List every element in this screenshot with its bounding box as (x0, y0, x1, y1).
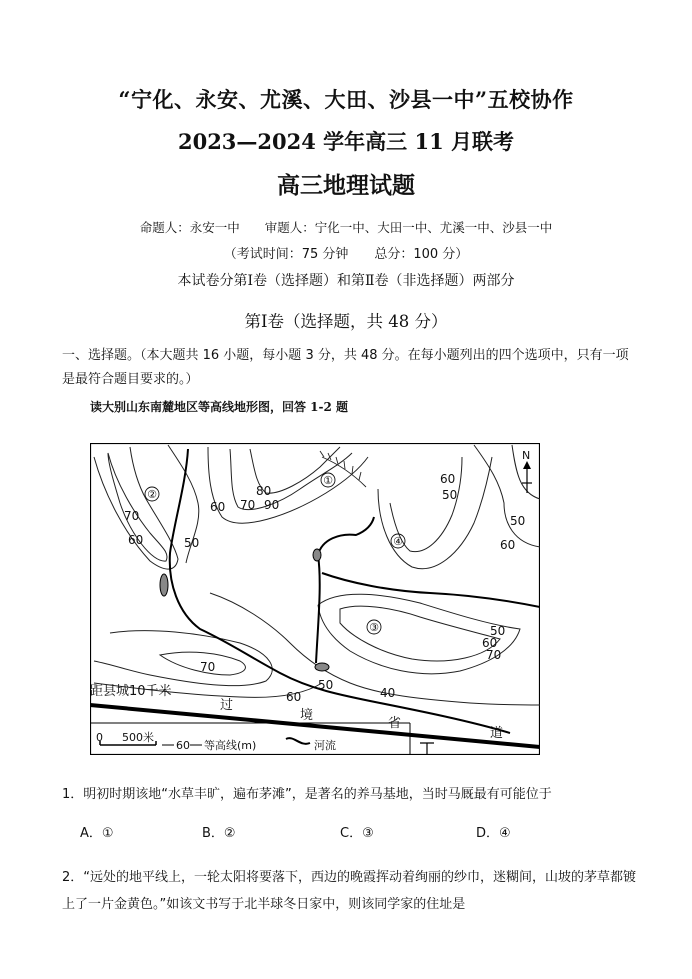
contour-label: 60 (128, 533, 144, 547)
contour-label: 50 (184, 536, 200, 550)
exam-title-year: 2023—2024 学年高三 11 月联考 (177, 129, 515, 154)
contour-label: 60 (210, 500, 226, 514)
road-label: 境 (300, 708, 314, 723)
exam-time-score: （考试时间：75 分钟 总分：100 分） (223, 247, 469, 262)
contour-label: 60 (440, 472, 456, 486)
contour-label: 60 (500, 538, 516, 552)
question-2-stem: 2．“远处的地平线上，一轮太阳将要落下，西边的晚霞挥动着绚丽的纱巾，迷糊间，山坡的茅草都镀上了一片金黄色。”如该文书写于北半球冬日家中，则该同学家的住址是 (62, 870, 637, 912)
option-b[interactable]: B．② (202, 826, 236, 841)
contour-label: 60 (286, 690, 302, 704)
contour-label: 50 (490, 624, 506, 638)
site-label-1: ① (323, 474, 333, 487)
exam-authors: 命题人：永安一中 审题人：宁化一中、大田一中、尤溪一中、沙县一中 (139, 220, 553, 235)
contour-label: 80 (256, 484, 272, 498)
contour-label: 40 (380, 686, 396, 700)
contour-label: 70 (240, 498, 256, 512)
pond (160, 574, 168, 596)
option-d[interactable]: D．④ (476, 826, 511, 841)
contour-map (90, 443, 540, 755)
exam-title-subject: 高三地理试题 (277, 172, 415, 199)
exam-parts: 本试卷分第Ⅰ卷（选择题）和第Ⅱ卷（非选择题）两部分 (177, 273, 515, 289)
contour-label: 70 (124, 509, 140, 523)
contour-label: 50 (442, 488, 458, 502)
distance-label: 距县城10千米 (90, 684, 172, 699)
question-1-stem: 1．明初时期该地“水草丰旷，遍布茅滩”，是著名的养马基地，当时马厩最有可能位于 (62, 787, 552, 802)
section-instruction: 一、选择题。（本大题共 16 小题，每小题 3 分，共 48 分。在每小题列出的四个选项中，只有一项是最符合题目要求的。） (62, 348, 629, 387)
contour-label: 90 (264, 498, 280, 512)
legend-contour-value: 60 (176, 739, 190, 752)
road-label: 过 (220, 698, 234, 713)
legend-contour-label: 等高线(m) (204, 739, 257, 752)
section-title: 第Ⅰ卷（选择题，共 48 分） (244, 312, 448, 331)
scale-zero-label: 0 (96, 731, 103, 744)
option-a[interactable]: A．① (80, 826, 114, 841)
exam-title-schools: “宁化、永安、尤溪、大田、沙县一中”五校协作 (118, 87, 574, 112)
option-c[interactable]: C．③ (340, 826, 374, 841)
contour-label: 70 (200, 660, 216, 674)
legend-river-label: 河流 (314, 739, 336, 752)
contour-label: 60 (482, 636, 498, 650)
road-label: 省 (388, 716, 402, 731)
map-caption: 读大别山东南麓地区等高线地形图，回答 1-2 题 (90, 400, 349, 414)
contour-label: 70 (486, 648, 502, 662)
site-label-2: ② (147, 488, 157, 501)
contour-label: 50 (510, 514, 526, 528)
pond (313, 549, 321, 561)
north-label: N (522, 449, 531, 462)
road-label: 道 (490, 726, 504, 741)
pond (315, 663, 329, 671)
site-label-3: ③ (369, 621, 379, 634)
contour-label: 50 (318, 678, 334, 692)
site-label-4: ④ (393, 535, 403, 548)
scale-label: 500米 (122, 731, 154, 744)
